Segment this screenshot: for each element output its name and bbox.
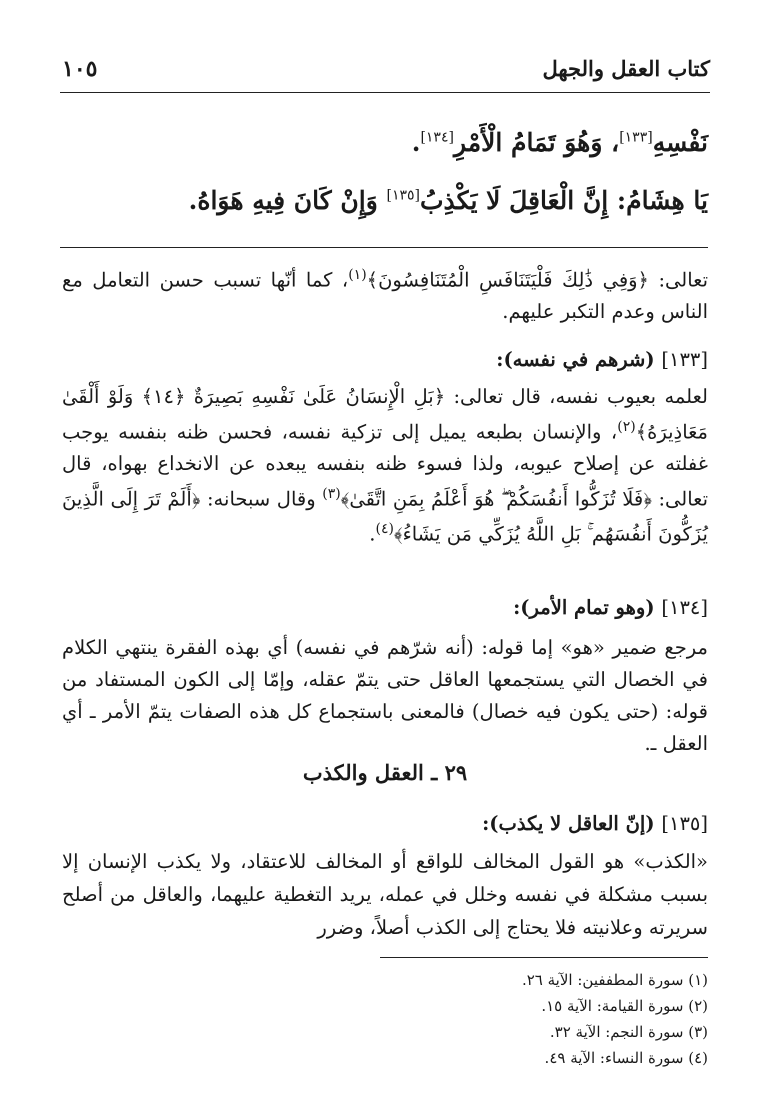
note-title: (وهو تمام الأمر): — [513, 596, 655, 619]
paragraph-text: وقال سبحانه: ﴿أَلَمْ تَرَ إِلَى الَّذِينَ يُزَكُّونَ أَنفُسَهُم ۚ بَلِ اللَّهُ يُزَكِّي مَن يَشَاءُ﴾ — [62, 487, 708, 546]
footnote-1 — [522, 971, 708, 989]
note-heading-134 — [513, 596, 708, 619]
footnote-4 — [545, 1049, 708, 1067]
footnote-2 — [541, 997, 708, 1015]
note-heading-133 — [496, 348, 708, 371]
hadith-line-1 — [62, 128, 708, 157]
footnote-marker: (٢) — [617, 419, 636, 435]
reference-marker: [١٣٤] — [420, 129, 454, 146]
reference-marker: [١٣٣] — [619, 129, 653, 146]
reference-marker: [١٣٥] — [386, 187, 420, 204]
header-divider — [60, 92, 710, 93]
note-number: [١٣٣] — [661, 348, 708, 371]
hadith-text: يَا هِشَامُ: إِنَّ الْعَاقِلَ لَا يَكْذِبُ — [419, 186, 708, 215]
footnote-number: (١) — [688, 971, 708, 989]
hadith-text: . — [411, 128, 421, 157]
page-header — [62, 56, 710, 90]
note-heading-135 — [482, 812, 708, 835]
section-divider — [60, 247, 708, 248]
running-title: كتاب العقل والجهل — [542, 56, 710, 81]
note-title: (إنّ العاقل لا يكذب): — [482, 812, 655, 835]
note-body-134: مرجع ضمير «هو» إما قوله: (أنه شرّهم في نفسه) أي بهذه الفقرة ينتهي الكلام في الخصال التي يستجمعها العاقل حتى يتمّ عقله، وإمّا إلى الكون المستفاد من قوله: (حتى يكون فيه خصال) فالمعنى باستجماع كل هذه الصفات يتمّ الأمر ـ أي العقل ـ. — [62, 636, 708, 755]
footnote-marker: (١) — [348, 267, 367, 283]
note-number: [١٣٤] — [661, 596, 708, 619]
footnote-text: سورة المطففين: الآية ٢٦. — [521, 971, 684, 989]
section-title: ٢٩ ـ العقل والكذب — [302, 760, 468, 785]
footnote-number: (٢) — [688, 997, 708, 1015]
quran-verse: تعالى: ﴿وَفِي ذَٰلِكَ فَلْيَتَنَافَسِ الْمُتَنَافِسُونَ﴾ — [366, 268, 708, 292]
note-body-135: «الكذب» هو القول المخالف للواقع أو المخالف للاعتقاد، ولا يكذب الإنسان إلا بسبب مشكلة في نفسه وخلل في عمله، يريد التغطية عليهما، والعاقل من أصلح سريرته وعلانيته فلا يحتاج إلى الكذب أصلاً، وضرر — [62, 850, 708, 939]
commentary-paragraph — [62, 260, 708, 327]
hadith-text: ، وَهُوَ تَمَامُ الْأَمْرِ — [453, 128, 620, 157]
footnote-divider — [380, 957, 708, 958]
footnote-marker: (٤) — [375, 521, 394, 537]
footnote-3 — [550, 1023, 708, 1041]
page-number: ١٠٥ — [62, 56, 98, 82]
footnote-text: سورة النساء: الآية ٤٩. — [544, 1049, 684, 1067]
footnote-text: سورة القيامة: الآية ١٥. — [541, 997, 684, 1015]
hadith-line-2 — [62, 186, 708, 215]
note-title: (شرهم في نفسه): — [496, 348, 655, 371]
paragraph-text: لعلمه بعيوب نفسه، قال تعالى: ﴿بَلِ الْإِنسَانُ عَلَىٰ نَفْسِهِ بَصِيرَةٌ ﴿١٤﴾ وَلَوْ أَلْقَىٰ مَعَاذِيرَهُ﴾ — [62, 385, 708, 444]
note-body-133 — [62, 381, 708, 550]
footnote-marker: (٣) — [322, 485, 341, 502]
paragraph-text: ، والإنسان بطبعه يميل إلى تزكية نفسه، فحسن ظنه بنفسه يوجب غفلته عن إصلاح عيوبه، ولذا فسوء ظنه بنفسه يبعده عن الانخداع بهواه، قال تعالى: ﴿فَلَا تُزَكُّوا أَنفُسَكُمْ ۖ هُوَ أَعْلَمُ بِمَنِ اتَّقَىٰ﴾ — [62, 420, 708, 510]
footnote-text: سورة النجم: الآية ٣٢. — [549, 1023, 684, 1041]
paragraph-text: ، كما أنّها تسبب حسن التعامل مع الناس وعدم التكبر عليهم. — [62, 268, 708, 323]
paragraph-text: . — [369, 522, 376, 546]
hadith-text: نَفْسِهِ — [652, 128, 708, 157]
footnote-number: (٤) — [688, 1049, 708, 1067]
note-number: [١٣٥] — [661, 812, 708, 835]
hadith-text: وَإِنْ كَانَ فِيهِ هَوَاهُ. — [188, 186, 387, 215]
footnote-number: (٣) — [688, 1023, 708, 1041]
